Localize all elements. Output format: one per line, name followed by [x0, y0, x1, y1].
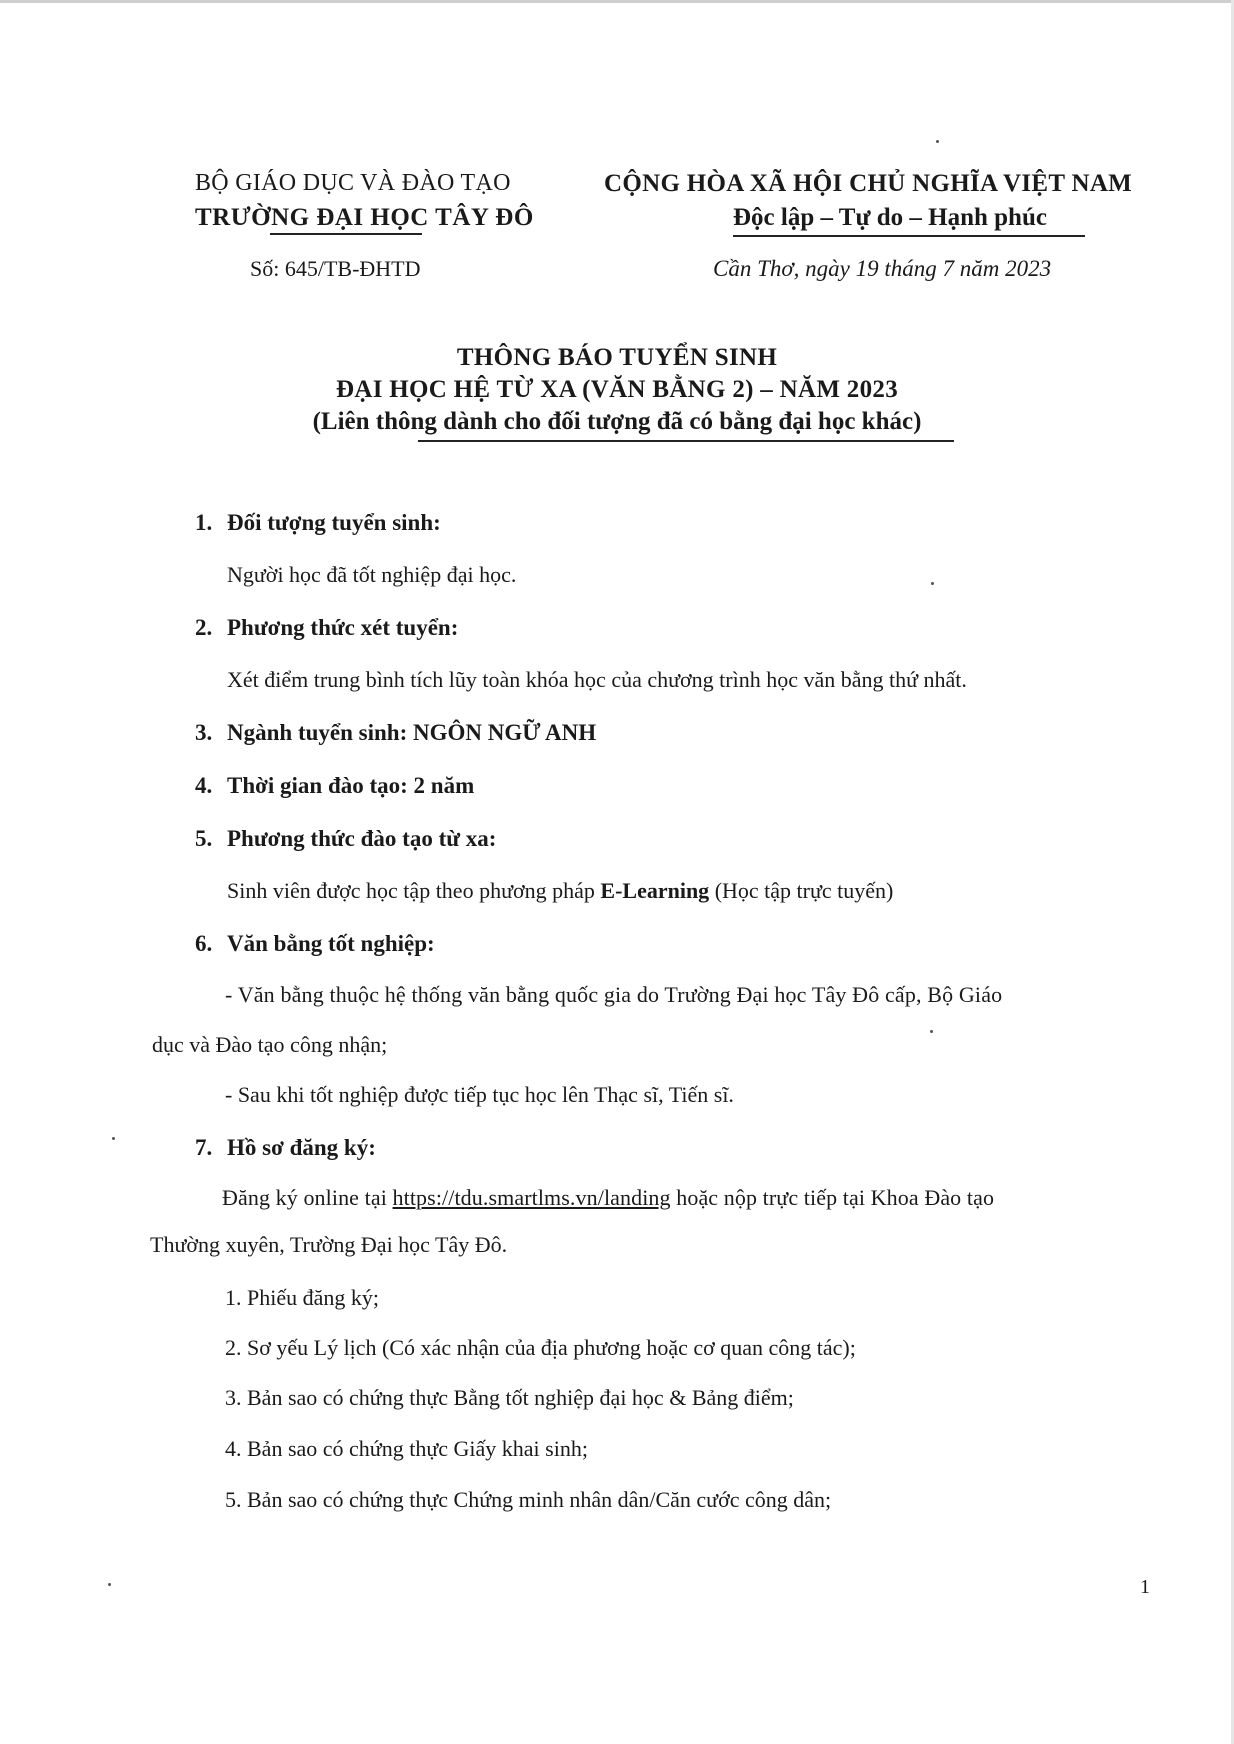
registration-link[interactable]: https://tdu.smartlms.vn/landing: [392, 1185, 671, 1210]
text-segment: Sinh viên được học tập theo phương pháp: [227, 878, 601, 903]
document-list-item: 1. Phiếu đăng ký;: [225, 1285, 379, 1310]
section-1-heading: [195, 510, 441, 536]
document-list-item: 4. Bản sao có chứng thực Giấy khai sinh;: [225, 1436, 588, 1461]
section-heading-text: Phương thức xét tuyển:: [227, 615, 459, 640]
section-number: 7.: [195, 1135, 213, 1160]
document-list-item: 5. Bản sao có chứng thực Chứng minh nhân dân/Căn cước công dân;: [225, 1487, 832, 1512]
section-number: 3.: [195, 720, 213, 745]
section-5-heading: [195, 826, 496, 852]
section-3-heading: [195, 720, 596, 746]
notice-subtitle-note: (Liên thông dành cho đối tượng đã có bằng đại học khác): [312, 408, 922, 435]
section-number: 5.: [195, 826, 213, 851]
section-7-heading: [195, 1135, 376, 1161]
section-heading-text: Thời gian đào tạo: 2 năm: [227, 773, 475, 798]
text-segment: Đăng ký online tại: [222, 1185, 393, 1210]
scan-edge-top: [0, 0, 1234, 3]
section-6-line-2: dục và Đào tạo công nhận;: [152, 1032, 388, 1057]
section-1-text: Người học đã tốt nghiệp đại học.: [227, 562, 517, 587]
section-heading-text: Văn bằng tốt nghiệp:: [227, 931, 435, 956]
section-heading-text: Đối tượng tuyển sinh:: [227, 510, 441, 535]
section-2-heading: [195, 615, 458, 641]
ministry-name: BỘ GIÁO DỤC VÀ ĐÀO TẠO: [195, 170, 511, 196]
school-underline: [270, 233, 422, 235]
page-number: 1: [1140, 1576, 1150, 1598]
section-6-line-1: - Văn bằng thuộc hệ thống văn bằng quốc gia do Trường Đại học Tây Đô cấp, Bộ Giáo: [225, 982, 1003, 1007]
document-list-item: 2. Sơ yếu Lý lịch (Có xác nhận của địa phương hoặc cơ quan công tác);: [225, 1335, 856, 1360]
motto-underline: [733, 235, 1085, 237]
title-underline: [418, 440, 954, 442]
scan-speck: [936, 140, 939, 143]
scan-speck: [930, 1030, 933, 1033]
section-number: 4.: [195, 773, 213, 798]
section-number: 1.: [195, 510, 213, 535]
text-segment: (Học tập trực tuyến): [709, 878, 894, 903]
notice-title: THÔNG BÁO TUYỂN SINH: [456, 344, 778, 371]
document-number: Số: 645/TB-ĐHTD: [250, 256, 421, 281]
republic-name: CỘNG HÒA XÃ HỘI CHỦ NGHĨA VIỆT NAM: [604, 170, 1133, 197]
section-number: 2.: [195, 615, 213, 640]
section-heading-text: Ngành tuyển sinh: NGÔN NGỮ ANH: [227, 720, 597, 745]
section-2-text: Xét điểm trung bình tích lũy toàn khóa học của chương trình học văn bằng thứ nhất.: [227, 667, 967, 692]
section-heading-text: Phương thức đào tạo từ xa:: [227, 826, 497, 851]
section-6-line-3: - Sau khi tốt nghiệp được tiếp tục học lên Thạc sĩ, Tiến sĩ.: [225, 1082, 734, 1107]
national-motto: Độc lập – Tự do – Hạnh phúc: [733, 204, 1047, 231]
notice-subtitle: ĐẠI HỌC HỆ TỪ XA (VĂN BẰNG 2) – NĂM 2023: [336, 376, 898, 403]
registration-line-2: Thường xuyên, Trường Đại học Tây Đô.: [150, 1232, 508, 1257]
elearning-label: E-Learning: [600, 878, 710, 903]
scan-speck: [931, 582, 934, 585]
scan-speck: [112, 1137, 115, 1140]
section-5-text: [227, 878, 893, 904]
document-list-item: 3. Bản sao có chứng thực Bằng tốt nghiệp đại học & Bảng điểm;: [225, 1385, 794, 1410]
section-number: 6.: [195, 931, 213, 956]
section-heading-text: Hồ sơ đăng ký:: [227, 1135, 376, 1160]
school-name: TRƯỜNG ĐẠI HỌC TÂY ĐÔ: [195, 204, 534, 231]
scan-speck: [108, 1583, 111, 1586]
section-4-heading: [195, 773, 474, 799]
registration-line-1: [222, 1185, 994, 1211]
place-and-date: Cần Thơ, ngày 19 tháng 7 năm 2023: [713, 256, 1052, 281]
section-6-heading: [195, 931, 435, 957]
text-segment: hoặc nộp trực tiếp tại Khoa Đào tạo: [670, 1185, 995, 1210]
